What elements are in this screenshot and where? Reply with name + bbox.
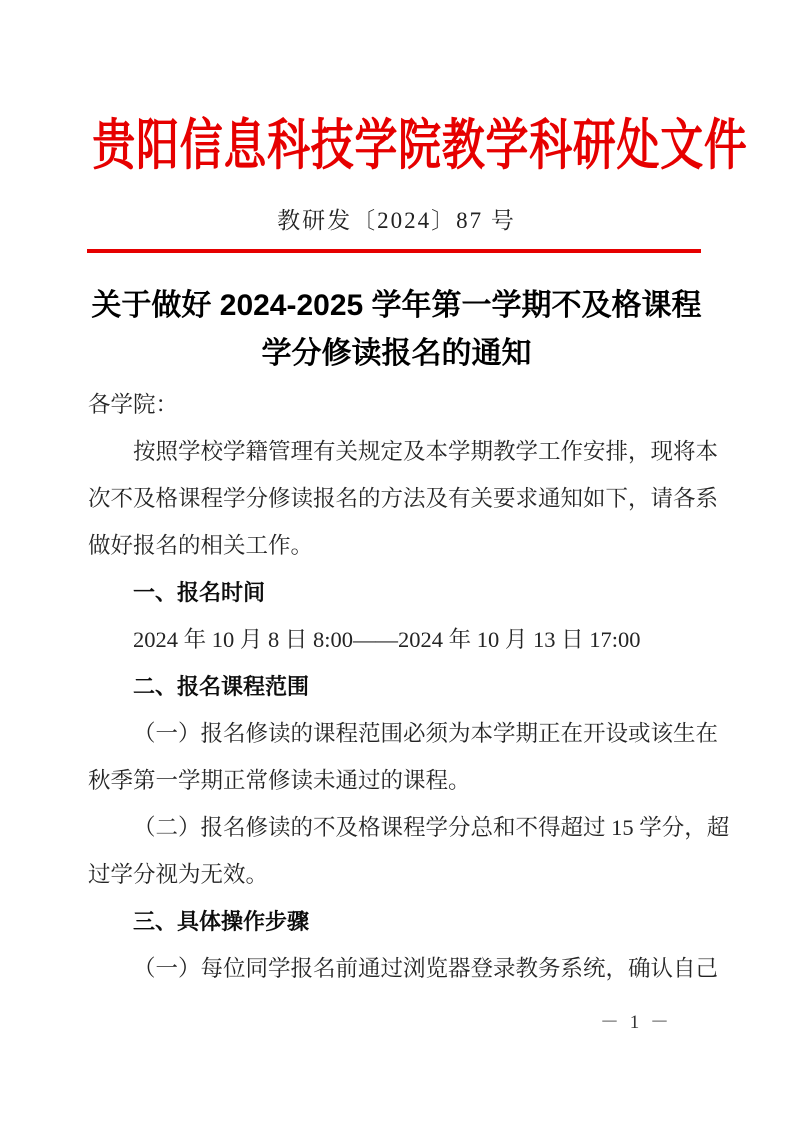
doc-title-line1: 关于做好 2024-2025 学年第一学期不及格课程 <box>91 289 702 322</box>
red-divider-rule <box>87 249 701 253</box>
registration-time: 2024 年 10 月 8 日 8:00——2024 年 10 月 13 日 17:00 <box>133 627 641 652</box>
section-heading-2: 二、报名课程范围 <box>133 674 310 699</box>
body-line: （一）报名修读的课程范围必须为本学期正在开设或该生在 <box>133 721 719 746</box>
body-line: （二）报名修读的不及格课程学分总和不得超过 15 学分，超 <box>133 815 730 840</box>
doc-title-line2: 学分修读报名的通知 <box>261 337 532 370</box>
section-heading-1: 一、报名时间 <box>133 580 266 605</box>
doc-title <box>88 282 705 378</box>
body-line: 按照学校学籍管理有关规定及本学期教学工作安排，现将本 <box>133 439 719 464</box>
doc-body <box>88 381 730 992</box>
body-line: 秋季第一学期正常修读未通过的课程。 <box>88 768 471 793</box>
body-line: 次不及格课程学分修读报名的方法及有关要求通知如下，请各系 <box>88 486 719 511</box>
body-line: 做好报名的相关工作。 <box>88 533 314 558</box>
body-line: （一）每位同学报名前通过浏览器登录教务系统，确认自己 <box>133 956 719 981</box>
masthead-org-title: 贵阳信息科技学院教学科研处文件 <box>92 114 748 176</box>
doc-number: 教研发〔2024〕87 号 <box>277 208 516 233</box>
body-line: 过学分视为无效。 <box>88 862 269 887</box>
section-heading-3: 三、具体操作步骤 <box>133 909 310 934</box>
page-number: － 1 － <box>599 1012 672 1033</box>
masthead <box>0 112 793 193</box>
salutation: 各学院： <box>88 392 179 417</box>
